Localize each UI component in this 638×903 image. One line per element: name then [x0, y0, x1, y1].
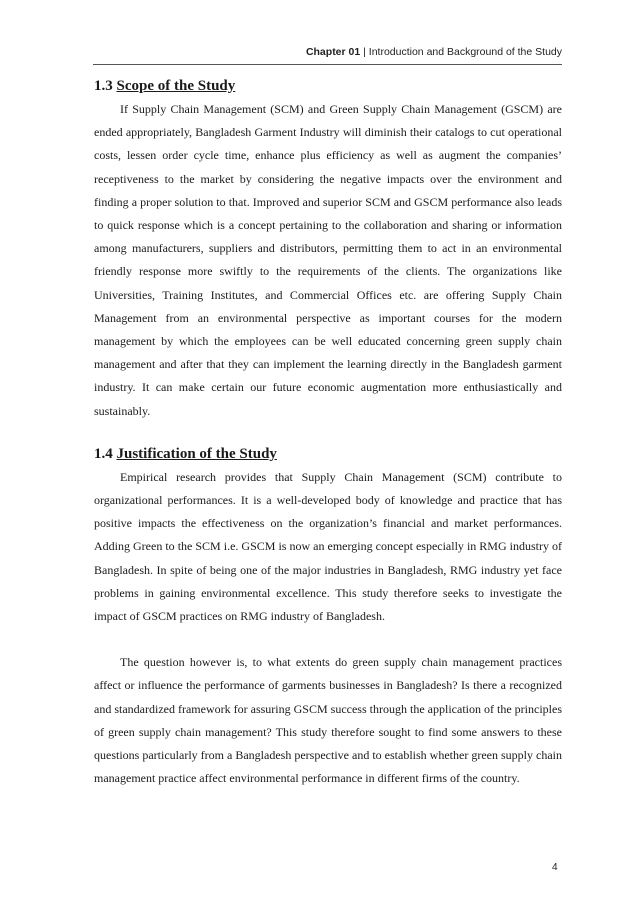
header-title: Introduction and Background of the Study	[368, 46, 562, 58]
header-chapter: Chapter 01	[305, 46, 361, 58]
section-heading-scope	[94, 74, 562, 98]
paragraph-scope: If Supply Chain Management (SCM) and Green Supply Chain Management (GSCM) are ended appropriately, Bangladesh Garment Industry will diminish their catalogs to cut operational costs, lessen order cycle time, enhance plus efficiency as well as augment the companies’ receptiveness to the market by considering the negative impacts over the environment and finding a proper solution to that. Improved and superior SCM and GSCM performance also leads to quick response which is a concept pertaining to the collaboration and sharing or information among manufacturers, suppliers and distributors, permitting them to act in an environmental friendly response more swiftly to the requirements of the clients. The organizations like Universities, Training Institutes, and Commercial Offices etc. are offering Supply Chain Management from an environmental perspective as important courses for the modern management by which the employees can be well educated concerning green supply chain management and after that they can implement the learning directly in the Bangladesh garment industry. It can make certain our future economic augmentation more enthusiastically and sustainably.	[94, 102, 562, 418]
section-number: 1.3	[94, 78, 113, 94]
header-divider	[93, 64, 562, 65]
page-number: 4	[552, 862, 558, 873]
header-separator: |	[360, 46, 369, 58]
paragraph-justification-2: The question however is, to what extents do green supply chain management practices affect or influence the performance of garments businesses in Bangladesh? Is there a recognized and standardized framework for assuring GSCM success through the application of the principles of green supply chain management? This study therefore sought to find some answers to these questions particularly from a Bangladesh perspective and to establish whether green supply chain management practice affect environmental performance in different firms of the country.	[94, 655, 562, 786]
section-heading-justification	[94, 442, 562, 466]
section-number: 1.4	[94, 445, 113, 462]
section-title: Justification of the Study	[116, 445, 277, 462]
section-title: Scope of the Study	[116, 78, 236, 94]
paragraph-justification-1: Empirical research provides that Supply Chain Management (SCM) contribute to organizational performances. It is a well-developed body of knowledge and practice that has positive impacts the effectiveness on the organization’s financial and market performances. Adding Green to the SCM i.e. GSCM is now an emerging concept especially in RMG industry of Bangladesh. In spite of being one of the major industries in Bangladesh, RMG industry yet face problems in gaining environmental excellence. This study therefore seeks to investigate the impact of GSCM practices on RMG industry of Bangladesh.	[94, 469, 562, 624]
page-body	[94, 74, 562, 790]
running-header	[306, 46, 562, 58]
